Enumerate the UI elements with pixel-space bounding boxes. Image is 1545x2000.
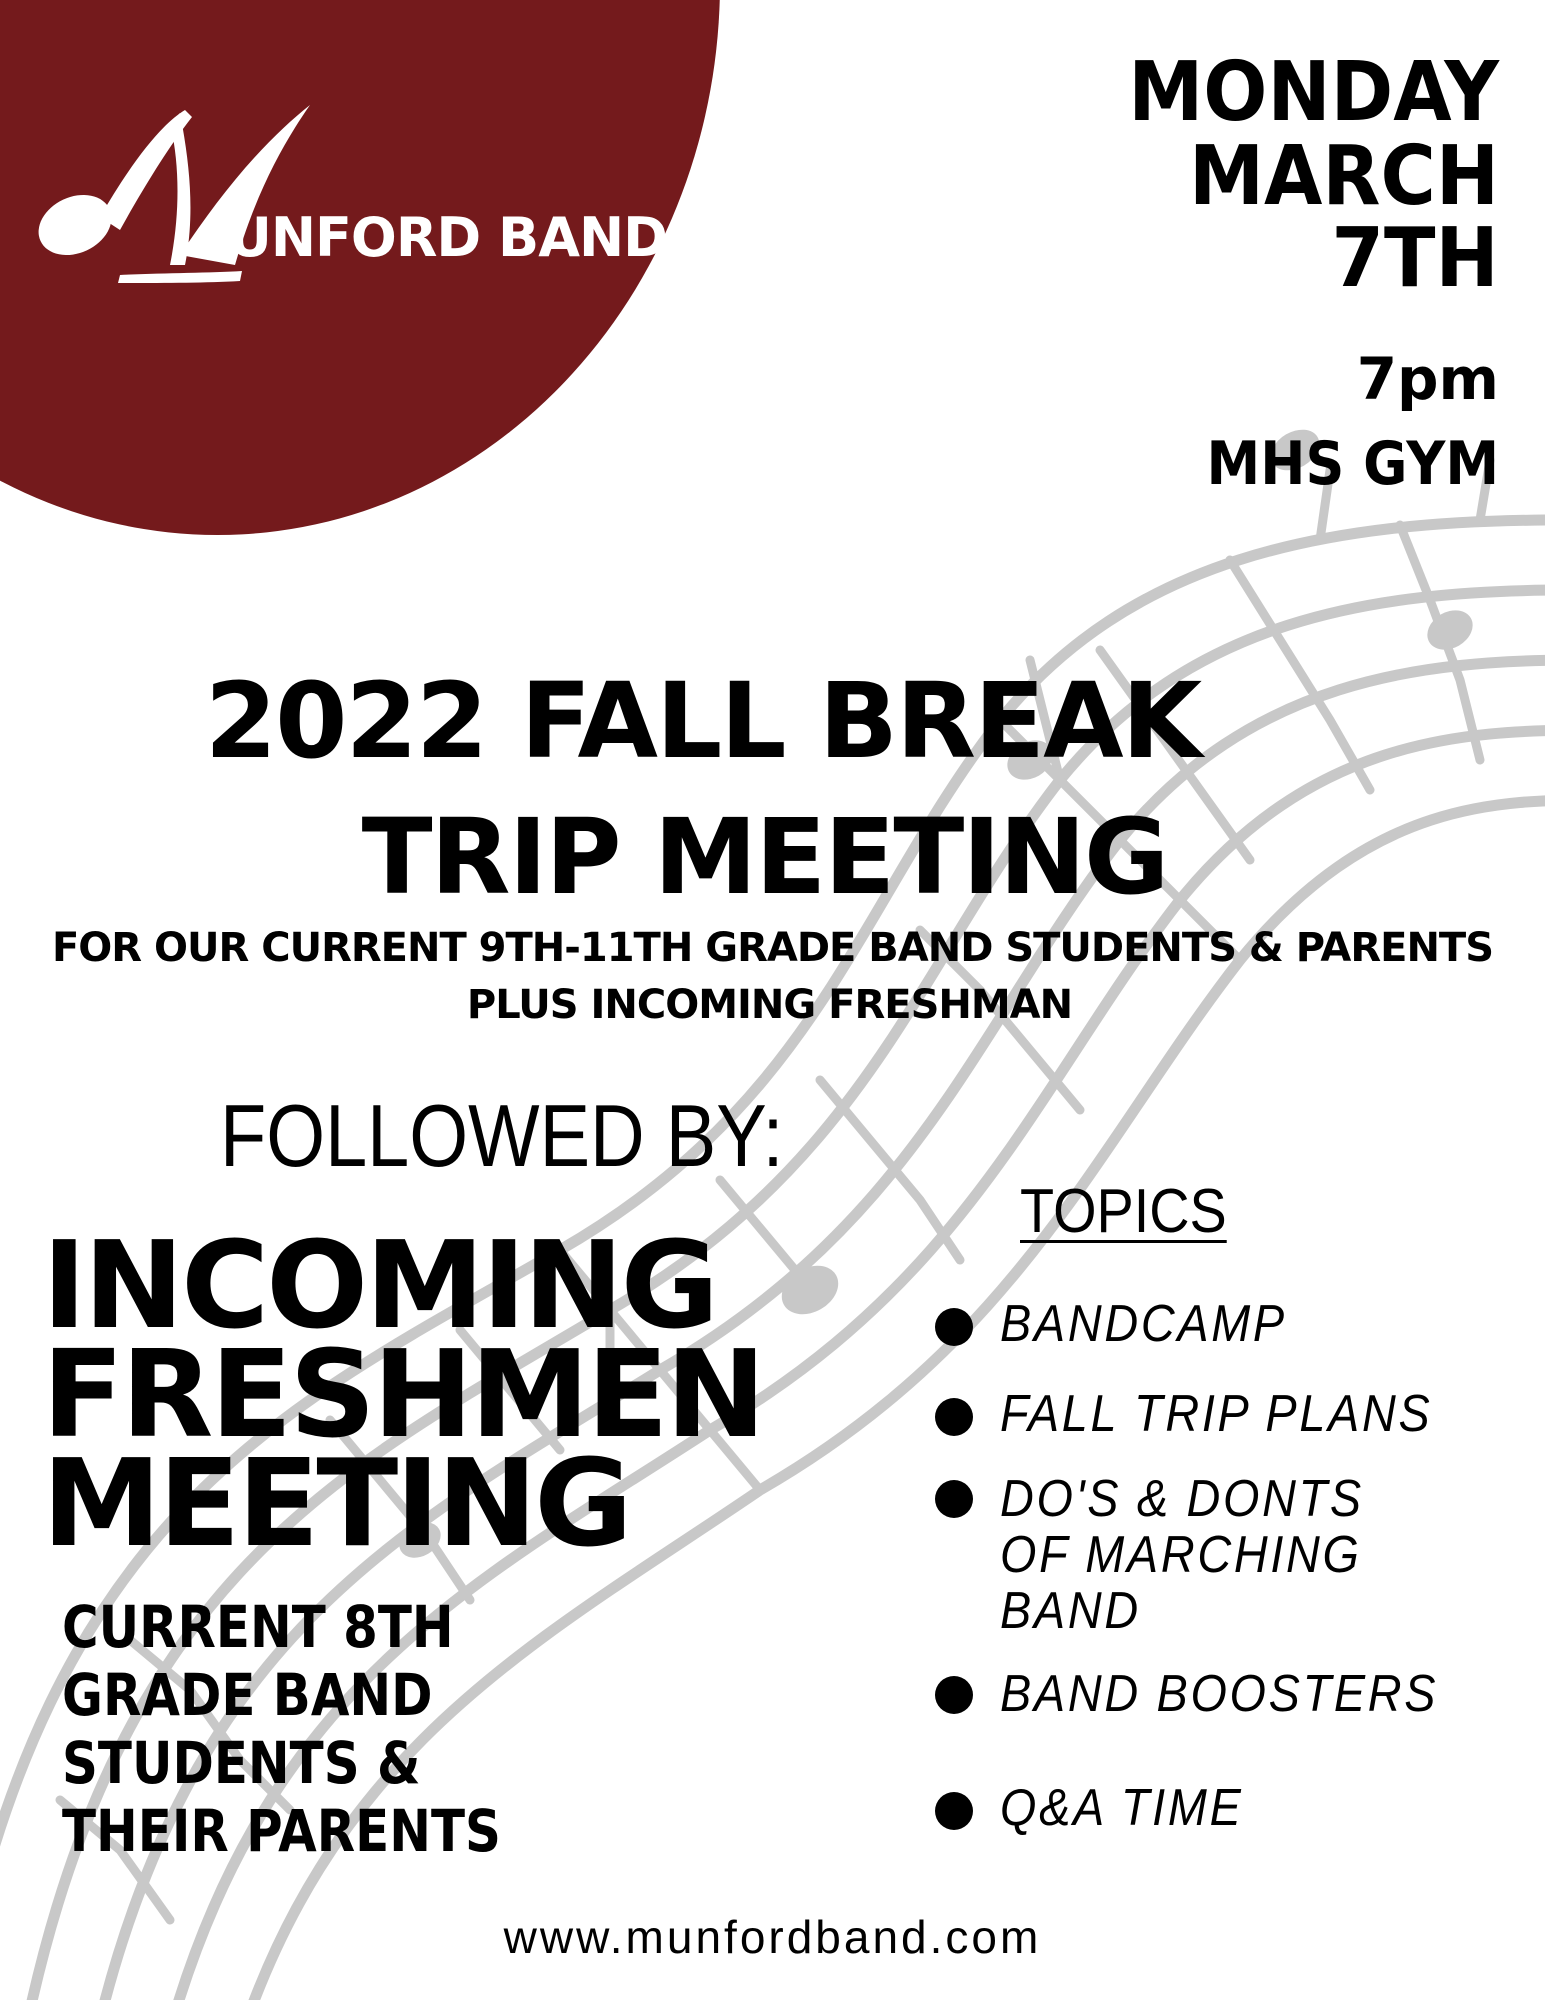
headline-subtitle-2: PLUS INCOMING FRESHMAN [466, 982, 1073, 1028]
topic-item: BAND BOOSTERS [1000, 1665, 1439, 1723]
bullet-icon [935, 1792, 973, 1830]
topic-item: DO'S & DONTS [1000, 1470, 1364, 1528]
freshmen-title-line-1: INCOMING [42, 1217, 717, 1356]
audience-line-3: STUDENTS & [62, 1729, 421, 1797]
event-time: 7pm [1356, 345, 1499, 413]
event-day: MONDAY [1128, 45, 1499, 140]
freshmen-title-line-2: FRESHMEN [42, 1326, 764, 1465]
headline-line-1: 2022 FALL BREAK [204, 660, 1201, 782]
audience-line-1: CURRENT 8TH [62, 1593, 454, 1661]
followed-by-label: FOLLOWED BY: [220, 1086, 784, 1185]
topic-item-continued: BAND [1000, 1582, 1141, 1640]
audience-line-4: THEIR PARENTS [62, 1797, 501, 1865]
event-place: MHS GYM [1206, 429, 1499, 499]
event-month: MARCH [1188, 129, 1499, 224]
headline-line-2: TRIP MEETING [361, 796, 1168, 918]
topic-item: Q&A TIME [1000, 1779, 1244, 1837]
topics-heading: TOPICS [1020, 1177, 1227, 1246]
website-url: www.munfordband.com [503, 1911, 1042, 1963]
topic-item: BANDCAMP [1000, 1295, 1287, 1353]
bullet-icon [935, 1308, 973, 1346]
bullet-icon [935, 1398, 973, 1436]
event-date: 7TH [1331, 211, 1499, 306]
brand-name: UNFORD BAND [228, 206, 668, 269]
bullet-icon [935, 1480, 973, 1518]
bullet-icon [935, 1676, 973, 1714]
headline-subtitle-1: FOR OUR CURRENT 9TH-11TH GRADE BAND STUDENTS & PARENTS [51, 925, 1494, 971]
topic-item-continued: OF MARCHING [1000, 1526, 1362, 1584]
audience-line-2: GRADE BAND [62, 1661, 433, 1729]
freshmen-title-line-3: MEETING [42, 1435, 630, 1574]
topic-item: FALL TRIP PLANS [1000, 1385, 1433, 1443]
